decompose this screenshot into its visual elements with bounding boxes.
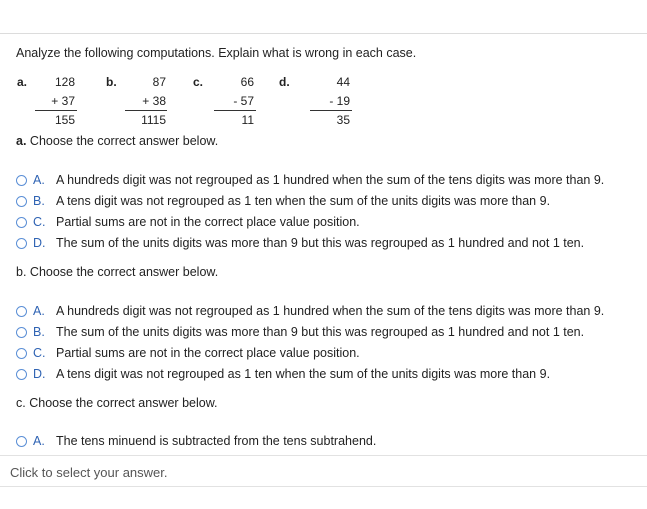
option-letter: C.: [33, 215, 46, 229]
status-text: Click to select your answer.: [10, 465, 168, 480]
option-text: A hundreds digit was not regrouped as 1 hundred when the sum of the tens digits was more than 9.: [56, 173, 605, 187]
part-letter: c.: [16, 396, 26, 410]
radio-button-icon[interactable]: [16, 175, 27, 186]
computation-top: 44: [336, 75, 350, 89]
part-letter: a.: [16, 134, 27, 148]
question-text: Analyze the following computations. Explain what is wrong in each case.: [16, 46, 417, 60]
sum-line: [125, 110, 167, 111]
part-b-prompt: [16, 265, 218, 279]
computation-result: 1115: [141, 113, 166, 127]
option-text: Partial sums are not in the correct place value position.: [56, 346, 360, 360]
top-divider: [0, 33, 647, 34]
radio-button-icon[interactable]: [16, 238, 27, 249]
part-a-option-d[interactable]: [16, 234, 584, 252]
option-text: The tens minuend is subtracted from the tens subtrahend.: [56, 434, 377, 448]
part-c-prompt: [16, 396, 218, 410]
computation-bottom: - 19: [329, 94, 350, 108]
part-letter: b.: [16, 265, 27, 279]
part-a-option-c[interactable]: [16, 213, 360, 231]
part-a-option-a[interactable]: [16, 171, 604, 189]
option-text: A tens digit was not regrouped as 1 ten when the sum of the units digits was more than 9.: [56, 194, 551, 208]
sum-line: [35, 110, 77, 111]
computation-top: 128: [54, 75, 75, 89]
radio-button-icon[interactable]: [16, 369, 27, 380]
computation-letter: b.: [106, 75, 117, 89]
option-letter: A.: [33, 434, 45, 448]
part-b-option-c[interactable]: [16, 344, 360, 362]
status-bar: [0, 455, 647, 487]
part-b-option-a[interactable]: [16, 302, 604, 320]
computation-bottom: - 57: [233, 94, 254, 108]
computation-result: 155: [54, 113, 75, 127]
option-letter: C.: [33, 346, 46, 360]
option-letter: D.: [33, 236, 46, 250]
radio-button-icon[interactable]: [16, 436, 27, 447]
radio-button-icon[interactable]: [16, 196, 27, 207]
option-text: A tens digit was not regrouped as 1 ten when the sum of the units digits was more than 9.: [56, 367, 551, 381]
computation-top: 87: [152, 75, 166, 89]
part-a-option-b[interactable]: [16, 192, 550, 210]
option-letter: D.: [33, 367, 46, 381]
part-a-prompt: [16, 134, 218, 148]
part-prompt-text: Choose the correct answer below.: [29, 265, 219, 279]
part-b-option-d[interactable]: [16, 365, 550, 383]
computation-letter: c.: [193, 75, 204, 89]
option-text: The sum of the units digits was more than 9 but this was regrouped as 1 hundred and not 1 ten.: [56, 325, 585, 339]
computation-letter: a.: [17, 75, 28, 89]
option-letter: B.: [33, 194, 45, 208]
radio-button-icon[interactable]: [16, 327, 27, 338]
computation-result: 11: [241, 113, 254, 127]
computation-bottom: + 37: [51, 94, 75, 108]
radio-button-icon[interactable]: [16, 217, 27, 228]
difference-line: [214, 110, 256, 111]
option-letter: A.: [33, 173, 45, 187]
option-text: A hundreds digit was not regrouped as 1 hundred when the sum of the tens digits was more than 9.: [56, 304, 605, 318]
part-b-option-b[interactable]: [16, 323, 584, 341]
part-c-option-a[interactable]: [16, 432, 376, 450]
computation-bottom: + 38: [142, 94, 166, 108]
computation-letter: d.: [279, 75, 290, 89]
part-prompt-text: Choose the correct answer below.: [29, 396, 218, 410]
option-text: The sum of the units digits was more than 9 but this was regrouped as 1 hundred and not 1 ten.: [56, 236, 585, 250]
radio-button-icon[interactable]: [16, 348, 27, 359]
option-text: Partial sums are not in the correct place value position.: [56, 215, 360, 229]
part-prompt-text: Choose the correct answer below.: [29, 134, 219, 148]
option-letter: B.: [33, 325, 45, 339]
difference-line: [310, 110, 352, 111]
computation-top: 66: [240, 75, 254, 89]
radio-button-icon[interactable]: [16, 306, 27, 317]
option-letter: A.: [33, 304, 45, 318]
computation-result: 35: [336, 113, 350, 127]
